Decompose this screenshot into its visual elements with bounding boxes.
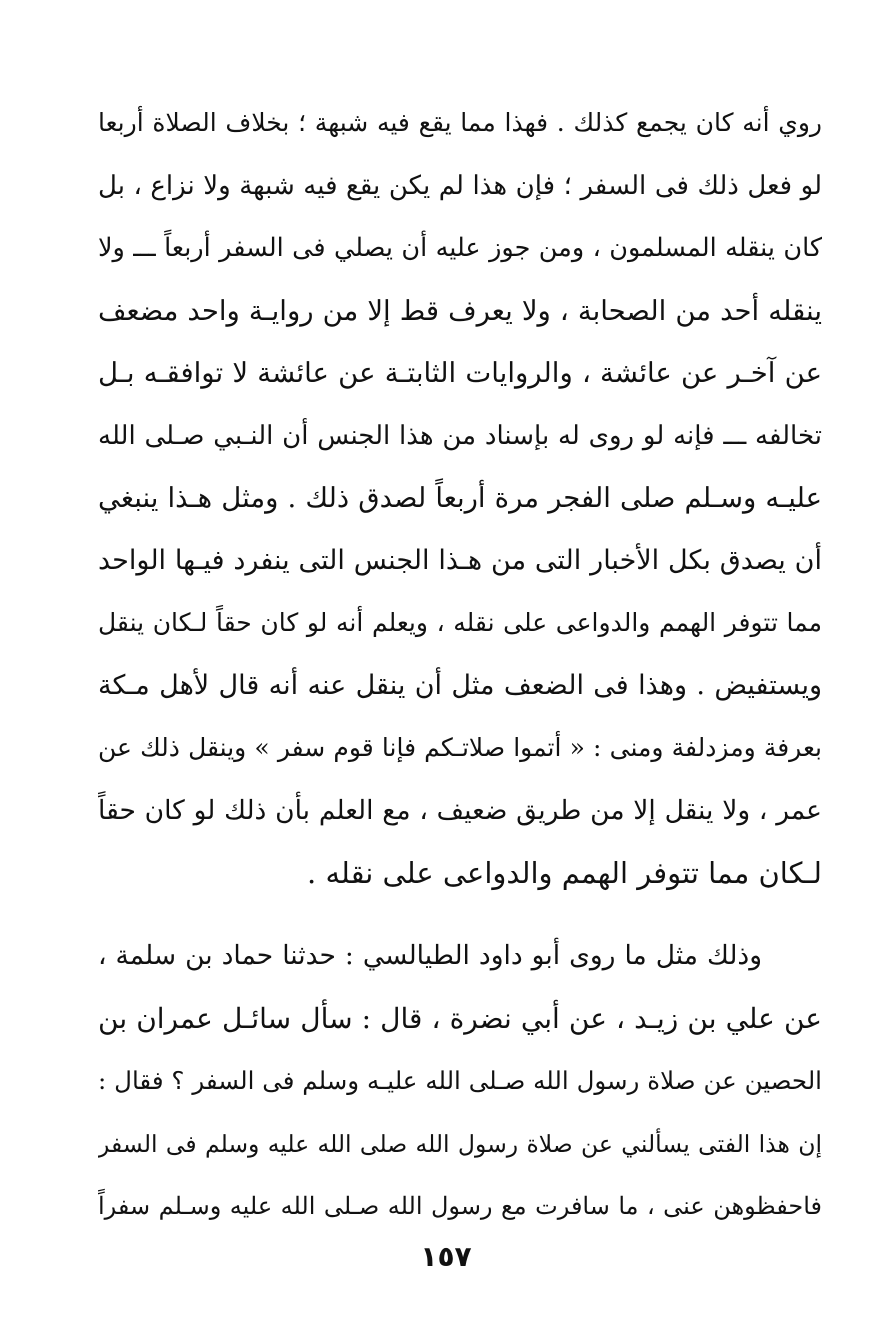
paragraph-2: [98, 925, 822, 1238]
text-line: لو فعل ذلك فى السفر ؛ فإن هذا لم يكن يقع فيه شبهة ولا نزاع ، بل: [98, 170, 822, 201]
page-number: ١٥٧: [420, 1240, 472, 1273]
text-line: أن يصدق بكل الأخبار التى من هـذا الجنس التى ينفرد فيـها الواحد: [98, 544, 822, 576]
text-line: مما تتوفر الهمم والدواعى على نقله ، ويعلم أنه لو كان حقاً لـكان ينقل: [98, 608, 822, 637]
text-line: روي أنه كان يجمع كذلك . فهذا مما يقع فيه شبهة ؛ بخلاف الصلاة أربعا: [98, 108, 822, 137]
text-line: عن علي بن زيـد ، عن أبي نضرة ، قال : سأل سائـل عمران بن: [98, 1001, 822, 1035]
text-line: ويستفيض . وهذا فى الضعف مثل أن ينقل عنه أنه قال لأهل مـكة: [98, 669, 822, 701]
text-line: كان ينقله المسلمون ، ومن جوز عليه أن يصلي فى السفر أربعاً ـــ ولا: [98, 233, 822, 263]
text-line: تخالفه ـــ فإنه لو روى له بإسناد من هذا الجنس أن النـبي صـلى الله: [98, 420, 822, 451]
text-line: ينقله أحد من الصحابة ، ولا يعرف قط إلا من روايـة واحد مضعف: [98, 294, 822, 327]
text-line: فاحفظوهن عنى ، ما سافرت مع رسول الله صـلى الله عليه وسـلم سفراً: [98, 1192, 822, 1220]
paragraph-1: [98, 92, 822, 905]
text-line: الحصين عن صلاة رسول الله صـلى الله عليـه وسلم فى السفر ؟ فقال :: [98, 1066, 822, 1095]
text-line: إن هذا الفتى يسألني عن صلاة رسول الله صلى الله عليه وسلم فى السفر: [98, 1129, 822, 1158]
text-line: بعرفة ومزدلفة ومنى : « أتموا صلاتـكم فإنا قوم سفر » وينقل ذلك عن: [98, 733, 822, 762]
text-line: عليـه وسـلم صلى الفجر مرة أربعاً لصدق ذلك . ومثل هـذا ينبغي: [98, 482, 822, 514]
text-line: لـكان مما تتوفر الهمم والدواعى على نقله .: [307, 856, 822, 890]
text-line: وذلك مثل ما روى أبو داود الطيالسي : حدثنا حماد بن سلمة ،: [98, 940, 762, 971]
text-line: عن آخـر عن عائشة ، والروايات الثابتـة عن عائشة لا توافقـه بـل: [98, 357, 822, 389]
text-line: عمر ، ولا ينقل إلا من طريق ضعيف ، مع العلم بأن ذلك لو كان حقاً: [98, 794, 822, 826]
